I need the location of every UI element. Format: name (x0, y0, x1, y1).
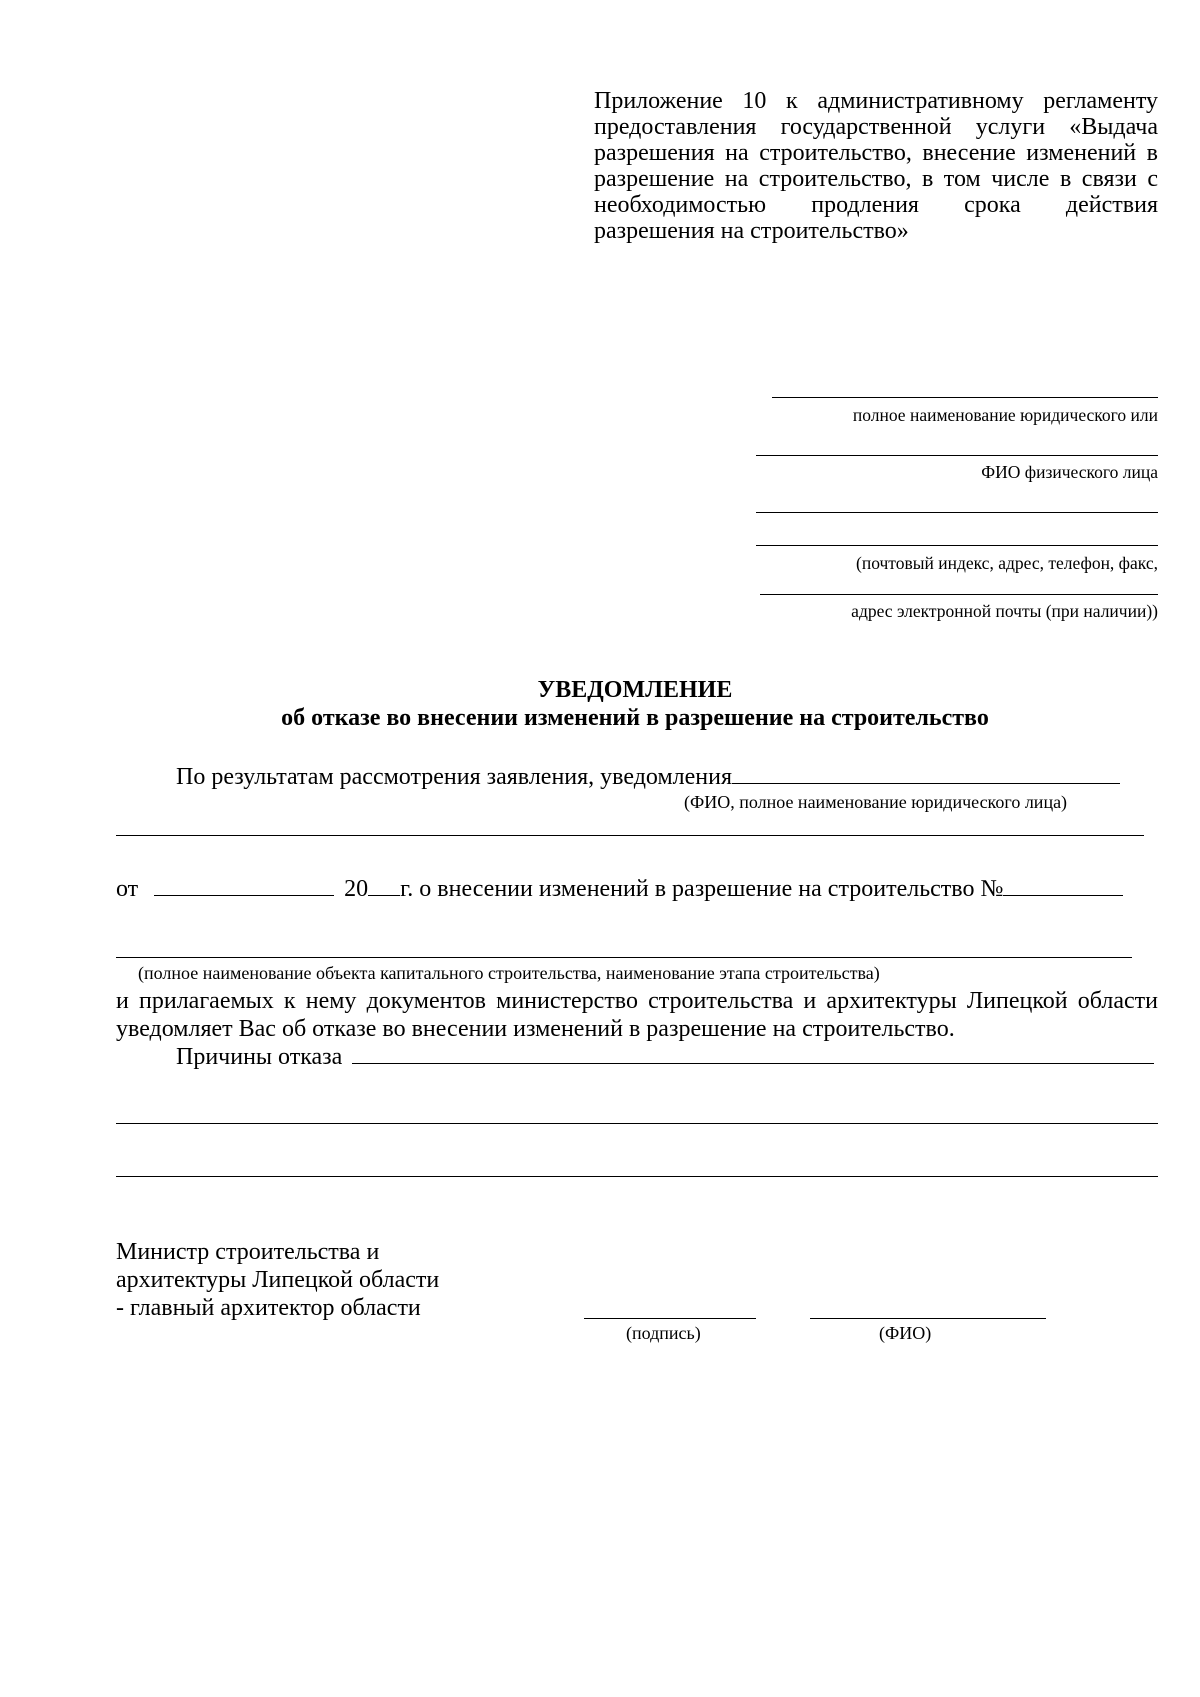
reasons-row (176, 1044, 1154, 1071)
review-row (176, 764, 1120, 791)
reasons-line-3[interactable] (116, 1176, 1158, 1177)
year-input-line[interactable] (368, 895, 400, 896)
applicant-continuation-line[interactable] (116, 835, 1144, 836)
addressee-postal-caption: (почтовый индекс, адрес, телефон, факс, (856, 553, 1158, 573)
year-suffix: г. о внесении изменений в разрешение на строительство № (400, 876, 1004, 902)
annex-line: Приложение 10 к административному регламенту (594, 88, 1158, 114)
signature-caption: (подпись) (626, 1323, 701, 1343)
applicant-input-line[interactable] (732, 783, 1120, 784)
notice-subtitle: об отказе во внесении изменений в разрешение на строительство (281, 705, 989, 731)
reasons-input-line[interactable] (352, 1063, 1154, 1064)
addressee-extra-line[interactable] (756, 512, 1158, 513)
year-prefix: 20 (344, 876, 369, 902)
fio-line[interactable] (810, 1318, 1046, 1319)
notice-paragraph-line-1: и прилагаемых к нему документов министерство строительства и архитектуры Липецкой области (116, 988, 1158, 1014)
notice-paragraph-line-2: уведомляет Вас об отказе во внесении изменений в разрешение на строительство. (116, 1016, 955, 1042)
object-caption: (полное наименование объекта капитального строительства, наименование этапа строительства) (138, 963, 880, 983)
fio-caption: (ФИО) (879, 1323, 932, 1343)
signatory-title-line-2: архитектуры Липецкой области (116, 1267, 440, 1293)
annex-line: предоставления государственной услуги «Выдача (594, 114, 1158, 140)
notice-title: УВЕДОМЛЕНИЕ (537, 677, 733, 703)
addressee-name-line[interactable] (772, 397, 1158, 398)
addressee-address-line[interactable] (756, 545, 1158, 546)
annex-line: разрешение на строительство, в том числе в связи с (594, 166, 1158, 192)
annex-line: разрешения на строительство, внесение изменений в (594, 140, 1158, 166)
reasons-line-2[interactable] (116, 1123, 1158, 1124)
signature-line[interactable] (584, 1318, 756, 1319)
permit-number-line[interactable] (1003, 895, 1123, 896)
from-label: от (116, 876, 139, 902)
addressee-fio-line[interactable] (756, 455, 1158, 456)
date-row (116, 876, 1123, 903)
review-text: По результатам рассмотрения заявления, уведомления (176, 764, 732, 790)
object-input-line[interactable] (116, 957, 1132, 958)
addressee-email-line[interactable] (760, 594, 1158, 595)
addressee-name-caption: полное наименование юридического или (852, 405, 1158, 425)
signatory-title-line-1: Министр строительства и (116, 1239, 380, 1265)
signatory-title-line-3: - главный архитектор области (116, 1295, 421, 1321)
reasons-label: Причины отказа (176, 1044, 343, 1070)
annex-line: необходимостью продления срока действия (594, 192, 1158, 218)
date-input-line[interactable] (154, 895, 334, 896)
addressee-fio-caption: ФИО физического лица (981, 462, 1158, 482)
review-caption: (ФИО, полное наименование юридического лица) (684, 792, 1068, 812)
addressee-email-caption: адрес электронной почты (при наличии)) (851, 601, 1158, 621)
annex-line: разрешения на строительство» (594, 218, 909, 244)
annex-note (594, 88, 1158, 244)
